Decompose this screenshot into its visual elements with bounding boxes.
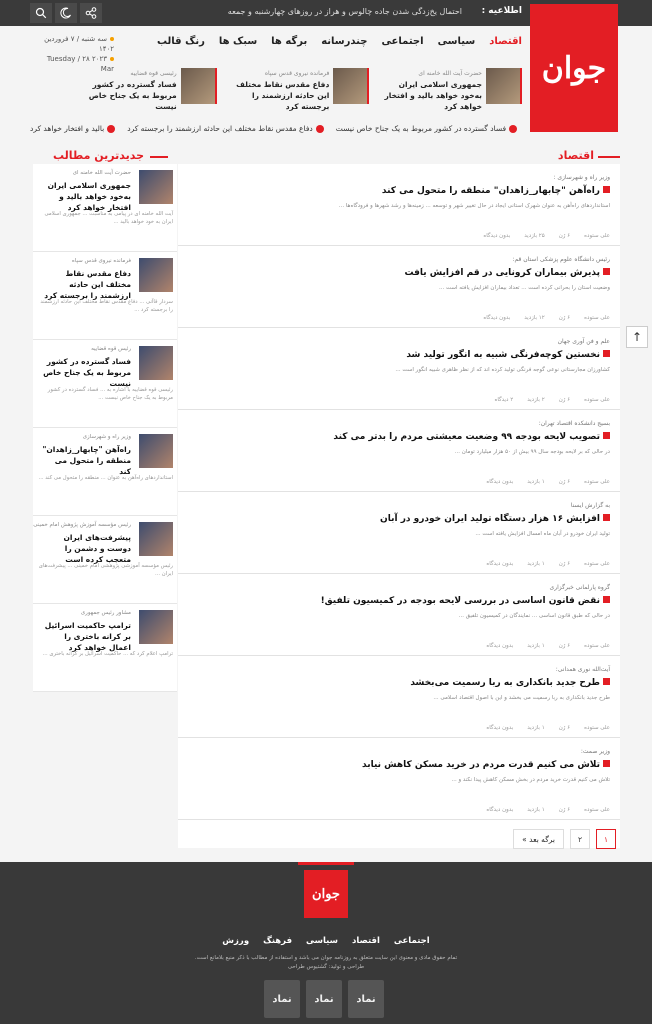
author-name[interactable]: علی ستوده bbox=[584, 397, 610, 403]
comment-count[interactable]: بدون دیدگاه bbox=[486, 479, 514, 485]
footer-nav-politics[interactable]: سیاسی bbox=[306, 936, 339, 946]
alert-label: اطلاعیه : bbox=[481, 6, 522, 16]
article-bullet-icon bbox=[603, 350, 610, 357]
headline-kicker: فرمانده نیروی قدس سپاه bbox=[264, 70, 330, 77]
pagination bbox=[513, 829, 616, 849]
footer-nav bbox=[0, 936, 652, 946]
article-item[interactable] bbox=[178, 492, 620, 574]
sidebar-post-summary: ترامپ اعلام کرد که ... حاکمیت اسرائیل بر کرانه باختری ... bbox=[42, 651, 173, 657]
featured-headlines bbox=[72, 68, 522, 110]
article-kicker: به گزارش ایسنا bbox=[570, 502, 610, 509]
headline-kicker: رئیسی قوه قضاییه bbox=[130, 70, 177, 77]
article-bullet-icon bbox=[603, 186, 610, 193]
copyright-text: تمام حقوق مادی و معنوی این سایت متعلق به روزنامه جوان می باشد و استفاده از مطالب با ذکر منبع بلامانع است. bbox=[194, 955, 458, 961]
sidebar-post-thumbnail[interactable] bbox=[139, 170, 173, 204]
headline-title[interactable]: فساد گسترده در کشور مربوط به یک جناح خاص نیست bbox=[88, 80, 177, 111]
article-title[interactable]: تلاش می کنیم قدرت مردم در خرید مسکن کاهش نیابد bbox=[362, 760, 610, 770]
view-count: ۱ بازدید bbox=[527, 725, 545, 731]
sidebar-post-kicker: رئیس قوه قضاییه bbox=[91, 346, 131, 352]
article-bullet-icon bbox=[603, 268, 610, 275]
sidebar-post-item[interactable] bbox=[33, 604, 177, 692]
article-bullet-icon bbox=[603, 432, 610, 439]
author-name[interactable]: علی ستوده bbox=[584, 479, 610, 485]
sidebar-post-item[interactable] bbox=[33, 516, 177, 604]
article-kicker: بسیج دانشکده اقتصاد تهران: bbox=[538, 420, 610, 427]
author-name[interactable]: علی ستوده bbox=[584, 643, 610, 649]
sidebar-post-kicker: وزیر راه و شهرسازی bbox=[82, 434, 131, 440]
sidebar-post-item[interactable] bbox=[33, 252, 177, 340]
article-item[interactable] bbox=[178, 738, 620, 820]
page-1-button[interactable]: ۱ bbox=[596, 829, 616, 849]
publish-time: ۶ ژن bbox=[558, 643, 571, 649]
article-title[interactable]: راه‌آهن "چابهار_زاهدان" منطقه را متحول می کند bbox=[382, 186, 610, 196]
sidebar-post-title[interactable]: ترامپ حاکمیت اسرائیل بر کرانه باختری را اعمال خواهد کرد bbox=[44, 621, 131, 652]
search-icon[interactable] bbox=[30, 3, 52, 23]
comment-count[interactable]: بدون دیدگاه bbox=[486, 725, 514, 731]
headline-item[interactable] bbox=[377, 68, 522, 110]
headline-thumbnail[interactable] bbox=[333, 68, 369, 104]
article-title[interactable]: تصویب لایحه بودجه ۹۹ وضعیت معیشتی مردم را بدتر می کند bbox=[333, 432, 610, 442]
article-title[interactable]: نخستین کوچه‌فرنگی شبیه به انگور تولید شد bbox=[406, 350, 610, 360]
publish-time: ۶ ژن bbox=[558, 397, 571, 403]
headline-title[interactable]: جمهوری اسلامی ایران به‌خود خواهد بالید و افتخار خواهد کرد bbox=[384, 80, 482, 111]
next-page-button[interactable]: برگه بعد » bbox=[513, 829, 564, 849]
footer-logo[interactable]: جوان bbox=[304, 870, 348, 918]
footer-nav-economy[interactable]: اقتصاد bbox=[352, 936, 380, 946]
article-meta bbox=[486, 561, 610, 567]
headline-item[interactable] bbox=[225, 68, 370, 110]
main-section-title: اقتصاد bbox=[557, 149, 594, 162]
sidebar-post-title[interactable]: دفاع مقدس نقاط مختلف این حادثه ارزشمند را برجسته کرد bbox=[44, 269, 131, 300]
comment-count[interactable]: ۲ دیدگاه bbox=[494, 397, 514, 403]
publish-time: ۶ ژن bbox=[558, 233, 571, 239]
publish-time: ۶ ژن bbox=[558, 479, 571, 485]
publish-time: ۶ ژن bbox=[558, 561, 571, 567]
topbar-icons bbox=[30, 3, 102, 23]
sidebar-post-kicker: فرمانده نیروی قدس سپاه bbox=[71, 258, 131, 264]
ticker-bullet-icon bbox=[107, 125, 115, 133]
sidebar-post-kicker: رئیس مؤسسه آموزش پژوهش امام خمینی bbox=[33, 522, 131, 528]
article-bullet-icon bbox=[603, 514, 610, 521]
sidebar-post-thumbnail[interactable] bbox=[139, 346, 173, 380]
article-summary: تولید ایران خودرو در آبان ماه امسال افزایش یافته است ... bbox=[475, 531, 610, 537]
footer-nav-sports[interactable]: ورزش bbox=[222, 936, 250, 946]
publish-time: ۶ ژن bbox=[558, 725, 571, 731]
main-section-line bbox=[598, 156, 620, 158]
ticker-bullet-icon bbox=[316, 125, 324, 133]
article-meta bbox=[486, 643, 610, 649]
view-count: ۱ بازدید bbox=[527, 643, 545, 649]
article-kicker: وزیر صمت: bbox=[580, 748, 610, 755]
sidebar-section-line bbox=[150, 156, 168, 158]
main-nav bbox=[157, 36, 522, 47]
nav-item-pages[interactable]: برگه ها bbox=[271, 36, 308, 47]
article-meta bbox=[494, 397, 610, 403]
page-2-button[interactable]: ۲ bbox=[570, 829, 590, 849]
article-title[interactable]: طرح جدید بانکداری به ربا رسمیت می‌بخشد bbox=[410, 678, 610, 688]
sidebar-post-summary: رئیسی قوه قضاییه با اشاره به ... فساد گسترده در کشور مربوط به یک جناح خاص نیست ... bbox=[47, 387, 173, 401]
site-footer bbox=[0, 862, 652, 1024]
headline-kicker: حضرت آیت الله خامنه ای bbox=[418, 70, 482, 77]
nav-item-styles[interactable]: سبک ها bbox=[218, 36, 258, 47]
sidebar-section-title: جدیدترین مطالب bbox=[52, 149, 144, 162]
footer-nav-culture[interactable]: فرهنگ bbox=[263, 936, 293, 946]
article-meta bbox=[486, 725, 610, 731]
ticker-item[interactable]: دفاع مقدس نقاط مختلف این حادثه ارزشمند را برجسته کرد bbox=[127, 124, 324, 136]
nav-item-economy[interactable]: اقتصاد bbox=[489, 36, 522, 47]
publish-time: ۶ ژن bbox=[558, 315, 571, 321]
comment-count[interactable]: بدون دیدگاه bbox=[486, 807, 514, 813]
ticker-item[interactable]: فساد گسترده در کشور مربوط به یک جناح خاص نیست bbox=[336, 124, 517, 136]
article-summary: در حالی که طبق قانون اساسی ... نمایندگان در کمیسیون تلفیق ... bbox=[458, 613, 610, 619]
view-count: ۲ بازدید bbox=[527, 397, 545, 403]
sidebar-post-title[interactable]: جمهوری اسلامی ایران به‌خود خواهد بالید و افتخار خواهد کرد bbox=[47, 181, 131, 212]
article-kicker: آیت‌الله نوری همدانی: bbox=[555, 666, 610, 673]
author-name[interactable]: علی ستوده bbox=[584, 807, 610, 813]
scroll-top-button[interactable] bbox=[626, 326, 648, 348]
article-summary: طرح جدید بانکداری به ربا رسمیت می بخشد و این با اصول اقتصاد اسلامی ... bbox=[433, 695, 610, 701]
view-count: ۱ بازدید bbox=[527, 807, 545, 813]
site-logo[interactable] bbox=[530, 4, 618, 132]
article-summary: تلاش می کنیم قدرت خرید مردم در بخش مسکن کاهش پیدا نکند و ... bbox=[451, 777, 610, 783]
sidebar-post-kicker: مشاور رئیس جمهوری bbox=[80, 610, 131, 616]
view-count: ۱ بازدید bbox=[527, 479, 545, 485]
moon-icon[interactable] bbox=[55, 3, 77, 23]
ticker-item[interactable]: بالید و افتخار خواهد کرد bbox=[30, 124, 115, 136]
sidebar-post-thumbnail[interactable] bbox=[139, 258, 173, 292]
article-bullet-icon bbox=[603, 678, 610, 685]
sidebar-post-thumbnail[interactable] bbox=[139, 610, 173, 644]
article-kicker: رئیس دانشگاه علوم پزشکی استان قم: bbox=[512, 256, 610, 263]
article-summary: استانداردهای راه‌آهن به عنوان شهرک استانی ایجاد در حال تغییر شهر و توسعه ... زمینه‌ها و رشد شهرها و فرودگاه‌ها ... bbox=[338, 203, 610, 209]
nav-item-politics[interactable]: سیاسی bbox=[437, 36, 476, 47]
share-icon[interactable] bbox=[80, 3, 102, 23]
sidebar-post-summary: سردار قاآنی ... دفاع مقدس نقاط مختلف این حادثه ارزشمند را برجسته کرد ... bbox=[40, 299, 173, 313]
sidebar-post-thumbnail[interactable] bbox=[139, 434, 173, 468]
sidebar-post-thumbnail[interactable] bbox=[139, 522, 173, 556]
nav-item-theme[interactable]: رنگ قالب bbox=[156, 36, 205, 47]
article-item[interactable] bbox=[178, 328, 620, 410]
comment-count[interactable]: بدون دیدگاه bbox=[486, 643, 514, 649]
date-dot-icon bbox=[110, 57, 114, 61]
footer-accent bbox=[298, 862, 354, 865]
article-kicker: وزیر راه و شهرسازی : bbox=[553, 174, 610, 181]
sidebar-post-item[interactable] bbox=[33, 340, 177, 428]
article-bullet-icon bbox=[603, 760, 610, 767]
article-title[interactable]: نقض قانون اساسی در بررسی لایحه بودجه در کمیسیون تلفیق! bbox=[321, 596, 610, 606]
article-summary: کشاورزان مجارستانی نوعی گوجه فرنگی تولید کرده اند که از نظر ظاهری شبیه انگور است ... bbox=[395, 367, 610, 373]
author-name[interactable]: علی ستوده bbox=[584, 725, 610, 731]
author-name[interactable]: علی ستوده bbox=[584, 315, 610, 321]
date-dot-icon bbox=[110, 37, 114, 41]
trust-badge[interactable]: نماد bbox=[306, 980, 342, 1018]
author-name[interactable]: علی ستوده bbox=[584, 233, 610, 239]
article-item[interactable] bbox=[178, 410, 620, 492]
publish-time: ۶ ژن bbox=[558, 807, 571, 813]
trust-badge[interactable]: نماد bbox=[348, 980, 384, 1018]
headline-thumbnail[interactable] bbox=[181, 68, 217, 104]
alert-text[interactable]: احتمال یخ‌زدگی شدن جاده چالوس و هراز در روزهای چهارشنبه و جمعه bbox=[227, 7, 462, 16]
comment-count[interactable]: بدون دیدگاه bbox=[483, 233, 511, 239]
sidebar-post-summary: رئیس مؤسسه آموزشی پژوهشی امام خمینی ... پیشرفت‌های ایران ... bbox=[38, 563, 173, 577]
ticker-bullet-icon bbox=[509, 125, 517, 133]
headline-title[interactable]: دفاع مقدس نقاط مختلف این حادثه ارزشمند را برجسته کرد bbox=[236, 80, 330, 111]
article-bullet-icon bbox=[603, 596, 610, 603]
headline-thumbnail[interactable] bbox=[486, 68, 522, 104]
nav-item-multimedia[interactable]: چندرسانه bbox=[321, 36, 368, 47]
article-kicker: علم و فن آوری جهان bbox=[557, 338, 610, 345]
trust-badge[interactable]: نماد bbox=[264, 980, 300, 1018]
arrow-up-icon: ↑ bbox=[631, 330, 643, 344]
article-item[interactable] bbox=[178, 574, 620, 656]
sidebar-post-item[interactable] bbox=[33, 428, 177, 516]
footer-nav-social[interactable]: اجتماعی bbox=[393, 936, 430, 946]
view-count: ۲۵ بازدید bbox=[524, 233, 545, 239]
view-count: ۱ بازدید bbox=[527, 561, 545, 567]
article-title[interactable]: افزایش ۱۶ هزار دستگاه تولید ایران خودرو در آبان bbox=[380, 514, 610, 524]
sidebar-post-title[interactable]: راه‌آهن "چابهار_زاهدان" منطقه را متحول می کند bbox=[42, 445, 131, 476]
article-meta bbox=[483, 315, 610, 321]
comment-count[interactable]: بدون دیدگاه bbox=[483, 315, 511, 321]
view-count: ۱۲ بازدید bbox=[524, 315, 545, 321]
copyright bbox=[0, 954, 652, 972]
article-item[interactable] bbox=[178, 164, 620, 246]
article-title[interactable]: پذیرش بیماران کرونایی در قم افزایش یافت bbox=[404, 268, 610, 278]
author-name[interactable]: علی ستوده bbox=[584, 561, 610, 567]
article-summary: در حالی که بر لایحه بودجه سال ۹۹ بیش از ۵۰ هزار میلیارد تومان ... bbox=[454, 449, 610, 455]
sidebar-post-title[interactable]: فساد گسترده در کشور مربوط به یک جناح خاص نیست bbox=[43, 357, 131, 388]
date-gregorian: ۲۰۲۳ Tuesday / ۲۸ Mar bbox=[46, 55, 114, 73]
article-meta bbox=[486, 807, 610, 813]
trust-badges bbox=[264, 980, 384, 1018]
article-meta bbox=[486, 479, 610, 485]
article-item[interactable] bbox=[178, 246, 620, 328]
sidebar-post-summary: آیت الله خامنه ای در پیامی به مناسبت ... جمهوری اسلامی ایران به خود خواهد بالید ... bbox=[44, 211, 173, 225]
article-summary: وضعیت استان را بحرانی کرده است ... تعداد بیماران افزایش یافته است ... bbox=[438, 285, 610, 291]
news-ticker bbox=[30, 124, 522, 136]
credits-text[interactable]: طراحی و تولید: گشتیوس طراحی bbox=[287, 964, 365, 970]
main-article-list bbox=[178, 164, 620, 848]
comment-count[interactable]: بدون دیدگاه bbox=[486, 561, 514, 567]
latest-posts-sidebar bbox=[33, 164, 177, 692]
sidebar-post-title[interactable]: پیشرفت‌های ایران دوست و دشمن را متعجب کرده است bbox=[63, 533, 131, 564]
nav-item-social[interactable]: اجتماعی bbox=[381, 36, 424, 47]
sidebar-post-kicker: حضرت آیت الله خامنه ای bbox=[72, 170, 131, 176]
logo-text: جوان bbox=[541, 50, 607, 86]
article-meta bbox=[483, 233, 610, 239]
article-item[interactable] bbox=[178, 656, 620, 738]
sidebar-post-item[interactable] bbox=[33, 164, 177, 252]
headline-item[interactable] bbox=[72, 68, 217, 110]
sidebar-post-summary: استانداردهای راه‌آهن به عنوان ... منطقه را متحول می کند ... bbox=[38, 475, 173, 481]
article-kicker: گروه پارلمانی خبرگزاری bbox=[549, 584, 610, 591]
date-persian: سه شنبه / ۷ فروردین ۱۴۰۲ bbox=[44, 35, 114, 53]
